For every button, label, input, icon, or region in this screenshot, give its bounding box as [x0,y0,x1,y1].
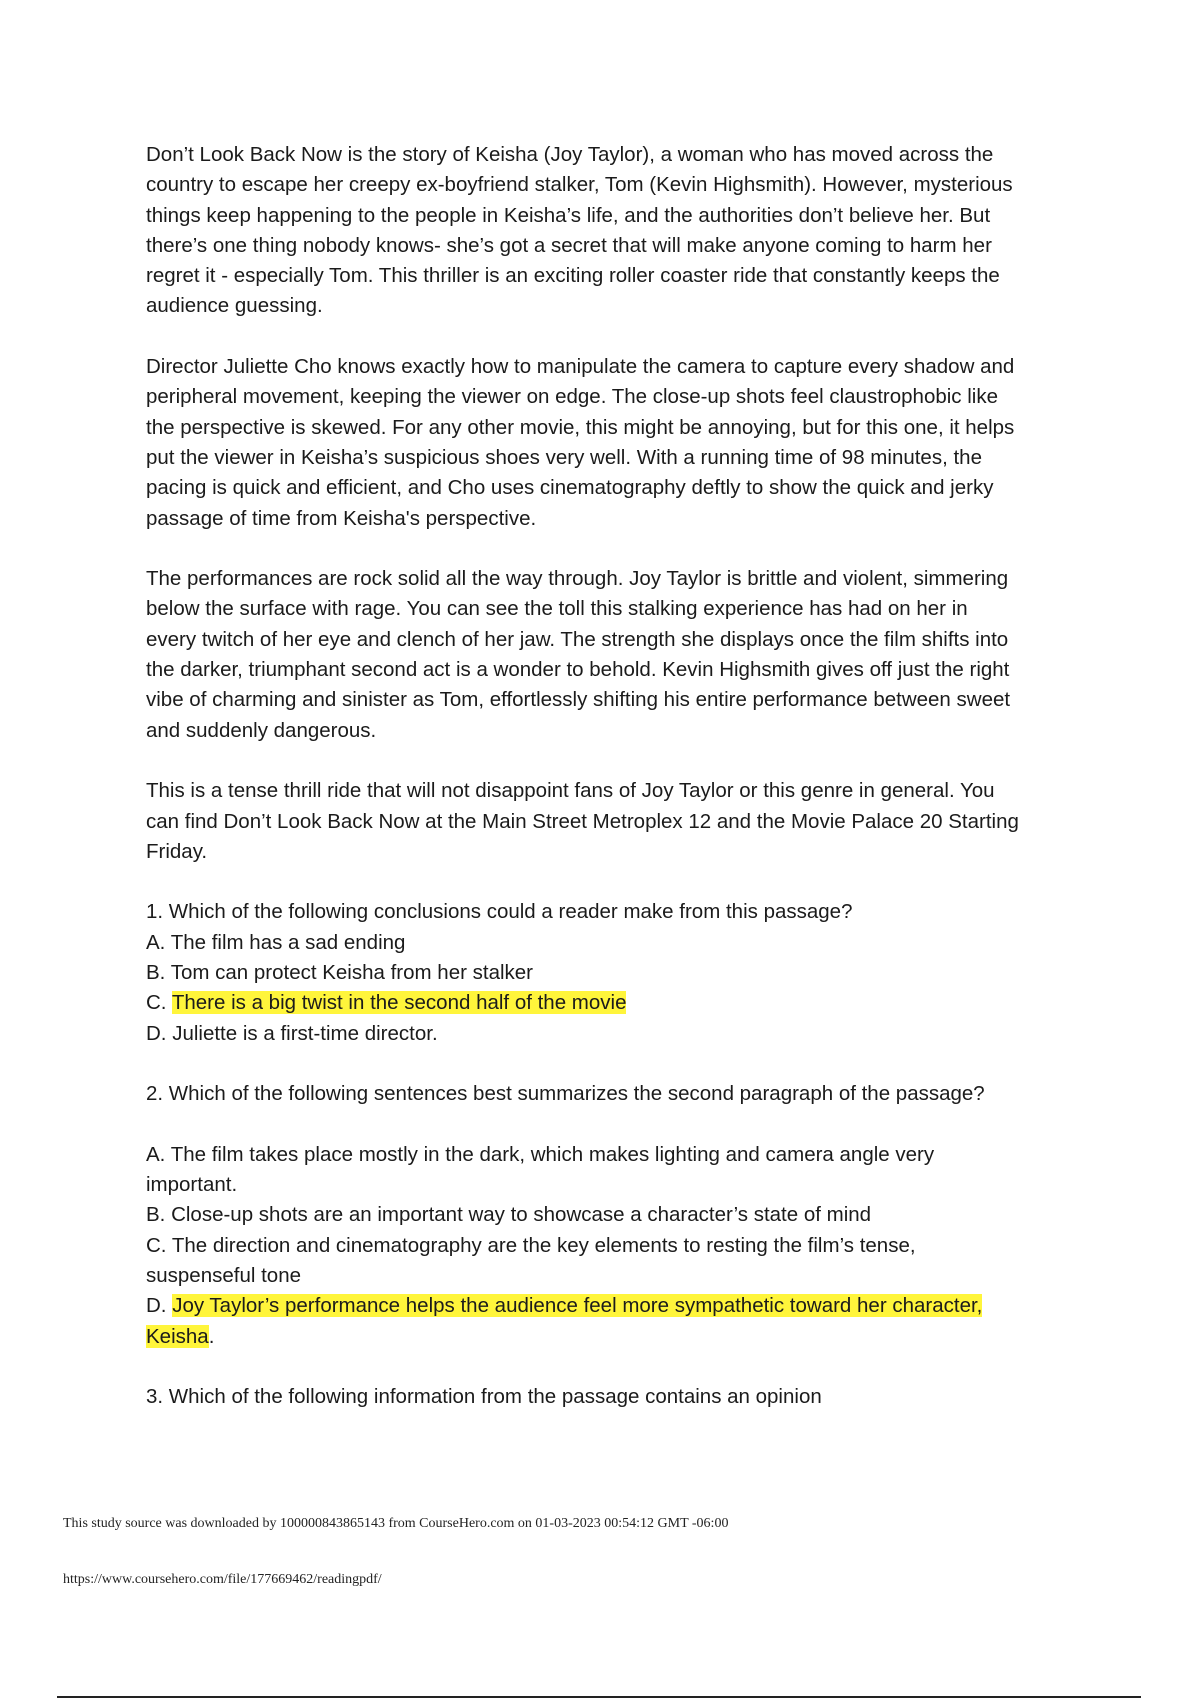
highlighted-answer: Joy Taylor’s performance helps the audience feel more sympathetic toward her character, [172,1294,983,1318]
paragraph-line: Director Juliette Cho knows exactly how to manipulate the camera to capture every shadow and [146,355,1015,379]
paragraph-4 [146,776,1096,867]
paragraph-line: audience guessing. [146,294,323,318]
question-2-option-d [146,1322,1096,1352]
highlighted-answer: Keisha [146,1324,209,1348]
question-2-option-a: A. The film takes place mostly in the dark, which makes lighting and camera angle very [146,1142,935,1166]
question-2-option-a: important. [146,1173,238,1197]
paragraph-line: can find Don’t Look Back Now at the Main Street Metroplex 12 and the Movie Palace 20 Starting [146,809,1019,833]
paragraph-line: regret it - especially Tom. This thriller is an exciting roller coaster ride that constantly keeps the [146,264,1000,288]
paragraph-line: The performances are rock solid all the way through. Joy Taylor is brittle and violent, simmering [146,567,1009,591]
paragraph-line: peripheral movement, keeping the viewer on edge. The close-up shots feel claustrophobic like [146,385,999,409]
question-1 [146,897,1096,1048]
paragraph-line: and suddenly dangerous. [146,718,377,742]
option-label: D. [146,1294,173,1318]
paragraph-1 [146,140,1096,322]
paragraph-line: Don’t Look Back Now is the story of Keisha (Joy Taylor), a woman who has moved across the [146,143,994,166]
question-1-option-d: D. Juliette is a first-time director. [146,1021,438,1045]
bottom-divider [57,1696,1141,1698]
question-2-prompt: 2. Which of the following sentences best summarizes the second paragraph of the passage? [146,1082,985,1106]
footer-source-note: This study source was downloaded by 100000843865143 from CourseHero.com on 01-03-2023 00:54:12 GMT -06:00 [63,1516,729,1531]
paragraph-3 [146,564,1096,746]
question-1-prompt: 1. Which of the following conclusions could a reader make from this passage? [146,900,853,924]
paragraph-line: Friday. [146,839,208,863]
paragraph-2 [146,352,1096,534]
paragraph-line: vibe of charming and sinister as Tom, effortlessly shifting his entire performance between sweet [146,688,1011,712]
option-suffix: . [208,1324,215,1348]
paragraph-line: the perspective is skewed. For any other movie, this might be annoying, but for this one, it helps [146,415,1015,439]
document-body [146,140,1096,1443]
question-3 [146,1382,1096,1412]
question-2-option-b: B. Close-up shots are an important way to showcase a character’s state of mind [146,1203,872,1227]
question-2 [146,1079,1096,1352]
paragraph-line: pacing is quick and efficient, and Cho uses cinematography deftly to show the quick and jerky [146,476,994,500]
paragraph-line: This is a tense thrill ride that will not disappoint fans of Joy Taylor or this genre in general. You [146,779,995,803]
paragraph-line: every twitch of her eye and clench of her jaw. The strength she displays once the film shifts into [146,627,1009,651]
paragraph-line: passage of time from Keisha's perspective. [146,506,537,530]
paragraph-line: there’s one thing nobody knows- she’s got a secret that will make anyone coming to harm her [146,233,992,257]
question-3-prompt: 3. Which of the following information from the passage contains an opinion [146,1385,822,1409]
paragraph-line: put the viewer in Keisha’s suspicious shoes very well. With a running time of 98 minutes, the [146,445,982,469]
highlighted-answer: There is a big twist in the second half of the movie [171,991,627,1015]
paragraph-line: things keep happening to the people in Keisha’s life, and the authorities don’t believe her. But [146,203,991,227]
paragraph-line: the darker, triumphant second act is a wonder to behold. Kevin Highsmith gives off just the right [146,658,1010,682]
question-1-option-c [146,988,1096,1018]
question-1-option-b: B. Tom can protect Keisha from her stalker [146,961,534,985]
question-2-option-c: C. The direction and cinematography are the key elements to resting the film’s tense, [146,1233,916,1257]
spacer [146,1110,1096,1140]
paragraph-line: below the surface with rage. You can see the toll this stalking experience has had on her in [146,597,968,621]
question-2-option-d [146,1291,1096,1321]
question-2-option-c: suspenseful tone [146,1263,302,1287]
question-1-option-a: A. The film has a sad ending [146,930,406,954]
footer-url[interactable]: https://www.coursehero.com/file/177669462/readingpdf/ [63,1572,382,1587]
option-label: C. [146,991,172,1015]
paragraph-line: country to escape her creepy ex-boyfriend stalker, Tom (Kevin Highsmith). However, mysterious [146,173,1013,197]
